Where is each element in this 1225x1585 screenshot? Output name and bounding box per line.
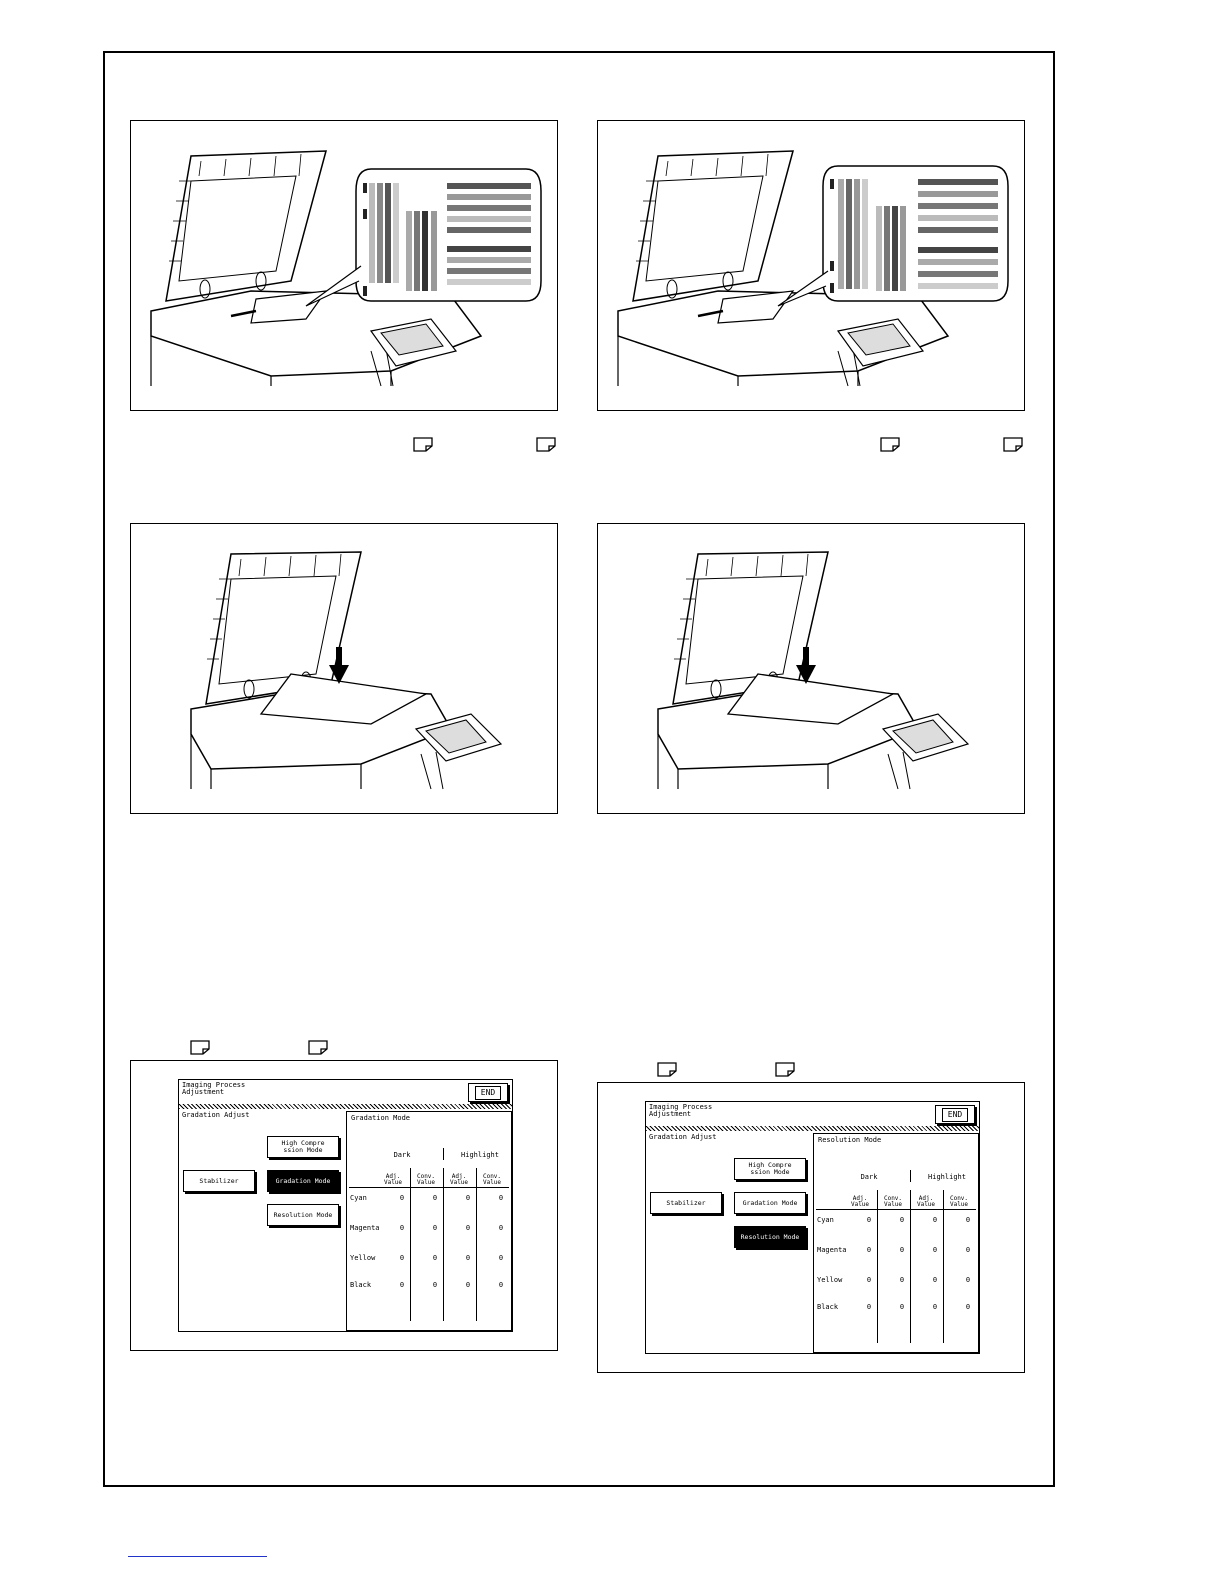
paper-icon [413,437,433,452]
group-header-highlight: Highlight [928,1173,966,1181]
imaging-process-panel [178,1079,513,1332]
value-cell: 0 [932,1276,938,1284]
value-cell: 0 [965,1246,971,1254]
value-cell: 0 [866,1303,872,1311]
value-cell: 0 [399,1281,405,1289]
figure-test-chart-left [130,120,558,411]
column-header: Adj. Value [449,1173,469,1186]
value-cell: 0 [498,1281,504,1289]
column-divider [943,1190,944,1343]
value-cell: 0 [465,1281,471,1289]
mode-title: Gradation Mode [351,1114,411,1122]
value-cell: 0 [932,1303,938,1311]
figure-screen-resolution [597,1082,1025,1373]
figure-place-paper-right [597,523,1025,814]
value-cell: 0 [498,1254,504,1262]
high-compression-mode-button[interactable]: High Compre ssion Mode [267,1136,339,1158]
imaging-process-panel [645,1101,980,1354]
column-header: Conv. Value [416,1173,436,1186]
value-cell: 0 [465,1194,471,1202]
value-cell: 0 [866,1216,872,1224]
paper-icon [190,1040,210,1055]
mode-table [346,1111,512,1331]
value-cell: 0 [498,1224,504,1232]
value-cell: 0 [899,1216,905,1224]
column-header: Conv. Value [482,1173,502,1186]
column-divider [476,1168,477,1321]
value-cell: 0 [932,1246,938,1254]
gradation-mode-button[interactable]: Gradation Mode [267,1170,339,1192]
value-cell: 0 [399,1194,405,1202]
mode-title: Resolution Mode [818,1136,882,1144]
value-cell: 0 [498,1194,504,1202]
column-divider [410,1168,411,1321]
row-label-yellow: Yellow [817,1276,843,1284]
paper-icon [536,437,556,452]
row-label-cyan: Cyan [817,1216,834,1224]
value-cell: 0 [932,1216,938,1224]
header-rule [816,1209,976,1210]
group-divider [910,1170,911,1182]
value-cell: 0 [432,1254,438,1262]
paper-icon [657,1062,677,1077]
panel-title: Imaging Process Adjustment [182,1081,246,1096]
stabilizer-button[interactable]: Stabilizer [650,1192,722,1214]
column-divider [443,1168,444,1321]
column-header: Adj. Value [850,1195,870,1208]
footer-link-rule [128,1556,267,1557]
column-divider [910,1190,911,1343]
value-cell: 0 [965,1216,971,1224]
value-cell: 0 [465,1254,471,1262]
column-header: Adj. Value [916,1195,936,1208]
value-cell: 0 [899,1246,905,1254]
figure-place-paper-left [130,523,558,814]
group-header-dark: Dark [393,1151,411,1159]
group-header-highlight: Highlight [461,1151,499,1159]
value-cell: 0 [866,1276,872,1284]
mode-table [813,1133,979,1353]
panel-title: Imaging Process Adjustment [649,1103,713,1118]
value-cell: 0 [432,1194,438,1202]
column-header: Adj. Value [383,1173,403,1186]
high-compression-mode-button[interactable]: High Compre ssion Mode [734,1158,806,1180]
section-label: Gradation Adjust [182,1111,250,1119]
row-label-yellow: Yellow [350,1254,376,1262]
paper-icon [308,1040,328,1055]
value-cell: 0 [866,1246,872,1254]
paper-icon [880,437,900,452]
stabilizer-button[interactable]: Stabilizer [183,1170,255,1192]
gradation-mode-button[interactable]: Gradation Mode [734,1192,806,1214]
figure-screen-gradation [130,1060,558,1351]
column-header: Conv. Value [883,1195,903,1208]
figure-test-chart-right [597,120,1025,411]
value-cell: 0 [965,1303,971,1311]
value-cell: 0 [432,1224,438,1232]
row-label-magenta: Magenta [350,1224,380,1232]
value-cell: 0 [899,1276,905,1284]
header-rule [349,1187,509,1188]
value-cell: 0 [899,1303,905,1311]
value-cell: 0 [399,1254,405,1262]
value-cell: 0 [965,1276,971,1284]
row-label-black: Black [350,1281,372,1289]
paper-icon [775,1062,795,1077]
value-cell: 0 [432,1281,438,1289]
group-divider [443,1148,444,1160]
resolution-mode-button[interactable]: Resolution Mode [267,1204,339,1226]
value-cell: 0 [399,1224,405,1232]
title-divider [646,1126,979,1131]
value-cell: 0 [465,1224,471,1232]
row-label-black: Black [817,1303,839,1311]
row-label-magenta: Magenta [817,1246,847,1254]
group-header-dark: Dark [860,1173,878,1181]
end-button[interactable]: END [935,1105,975,1124]
end-button[interactable]: END [468,1083,508,1102]
section-label: Gradation Adjust [649,1133,717,1141]
title-divider [179,1104,512,1109]
resolution-mode-button[interactable]: Resolution Mode [734,1226,806,1248]
column-divider [877,1190,878,1343]
row-label-cyan: Cyan [350,1194,367,1202]
column-header: Conv. Value [949,1195,969,1208]
paper-icon [1003,437,1023,452]
